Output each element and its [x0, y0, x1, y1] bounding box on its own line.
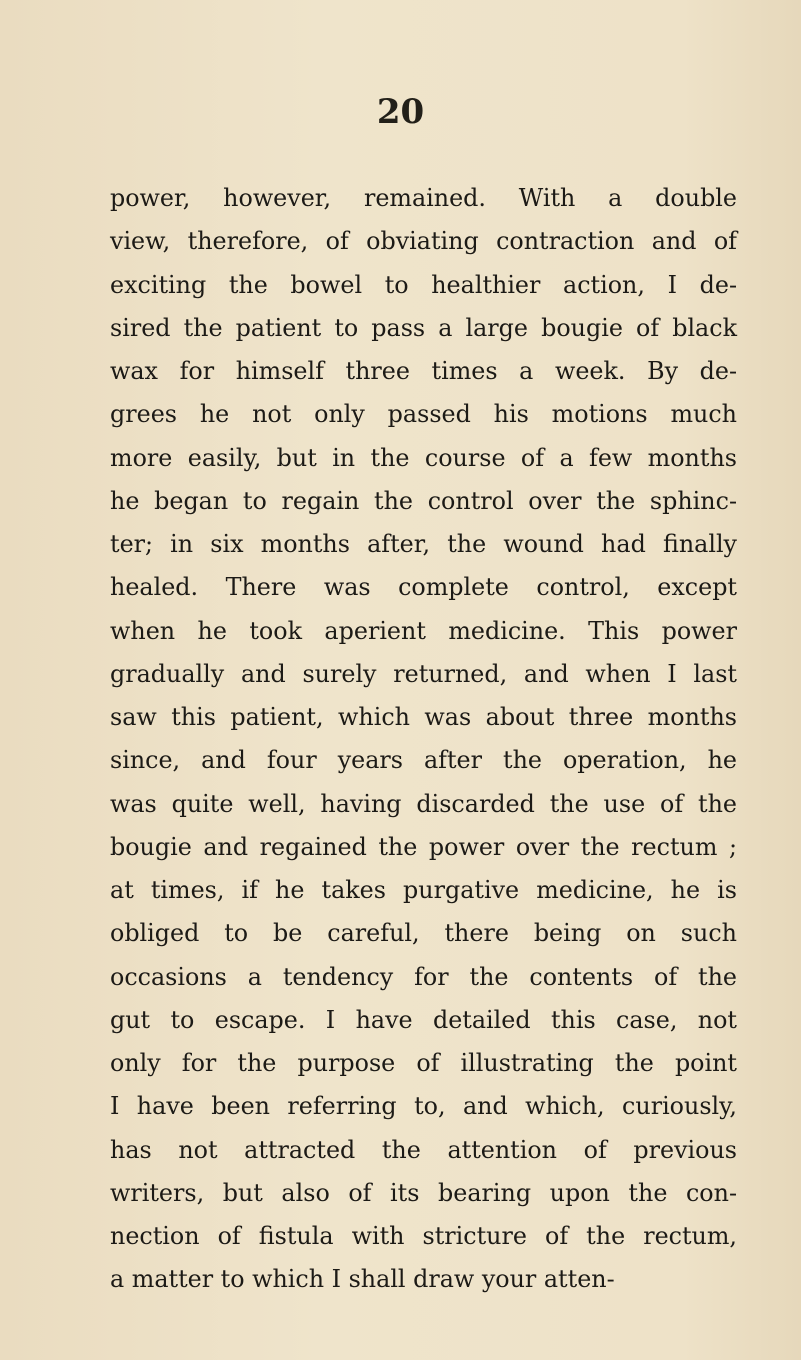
text-line: saw this patient, which was about three months	[110, 703, 737, 731]
text-line: I have been referring to, and which, curiously,	[110, 1092, 737, 1121]
text-line: bougie and regained the power over the rectum ;	[110, 832, 737, 861]
body-text	[110, 177, 737, 1302]
text-line: wax for himself three times a week. By de-	[110, 357, 737, 385]
text-line: grees he not only passed his motions much	[110, 400, 737, 429]
text-line: view, therefore, of obviating contraction and of	[110, 227, 737, 256]
text-line: nection of fistula with stricture of the rectum,	[110, 1222, 737, 1250]
text-line: power, however, remained. With a double	[110, 184, 737, 212]
text-line: only for the purpose of illustrating the point	[110, 1049, 737, 1077]
text-line: when he took aperient medicine. This power	[110, 616, 737, 645]
text-line: has not attracted the attention of previous	[110, 1135, 737, 1164]
text-line: he began to regain the control over the sphinc-	[110, 486, 737, 515]
text-line: gut to escape. I have detailed this case, not	[110, 1005, 737, 1034]
text-line: was quite well, having discarded the use of the	[110, 789, 737, 818]
text-line: healed. There was complete control, except	[110, 573, 737, 602]
text-line: a matter to which I shall draw your atten-	[110, 1265, 615, 1294]
text-line: sired the patient to pass a large bougie of black	[110, 313, 737, 342]
text-line: obliged to be careful, there being on such	[110, 919, 737, 948]
text-line: gradually and surely returned, and when I last	[110, 659, 737, 688]
text-line: ter; in six months after, the wound had finally	[110, 530, 737, 558]
text-line: at times, if he takes purgative medicine, he is	[110, 876, 737, 904]
text-line: since, and four years after the operation, he	[110, 746, 737, 775]
text-line: writers, but also of its bearing upon the con-	[110, 1178, 737, 1207]
text-line: occasions a tendency for the contents of the	[110, 962, 737, 991]
text-line: more easily, but in the course of a few months	[110, 443, 737, 472]
text-line: exciting the bowel to healthier action, I de-	[110, 270, 737, 299]
page-number: 20	[376, 92, 425, 132]
